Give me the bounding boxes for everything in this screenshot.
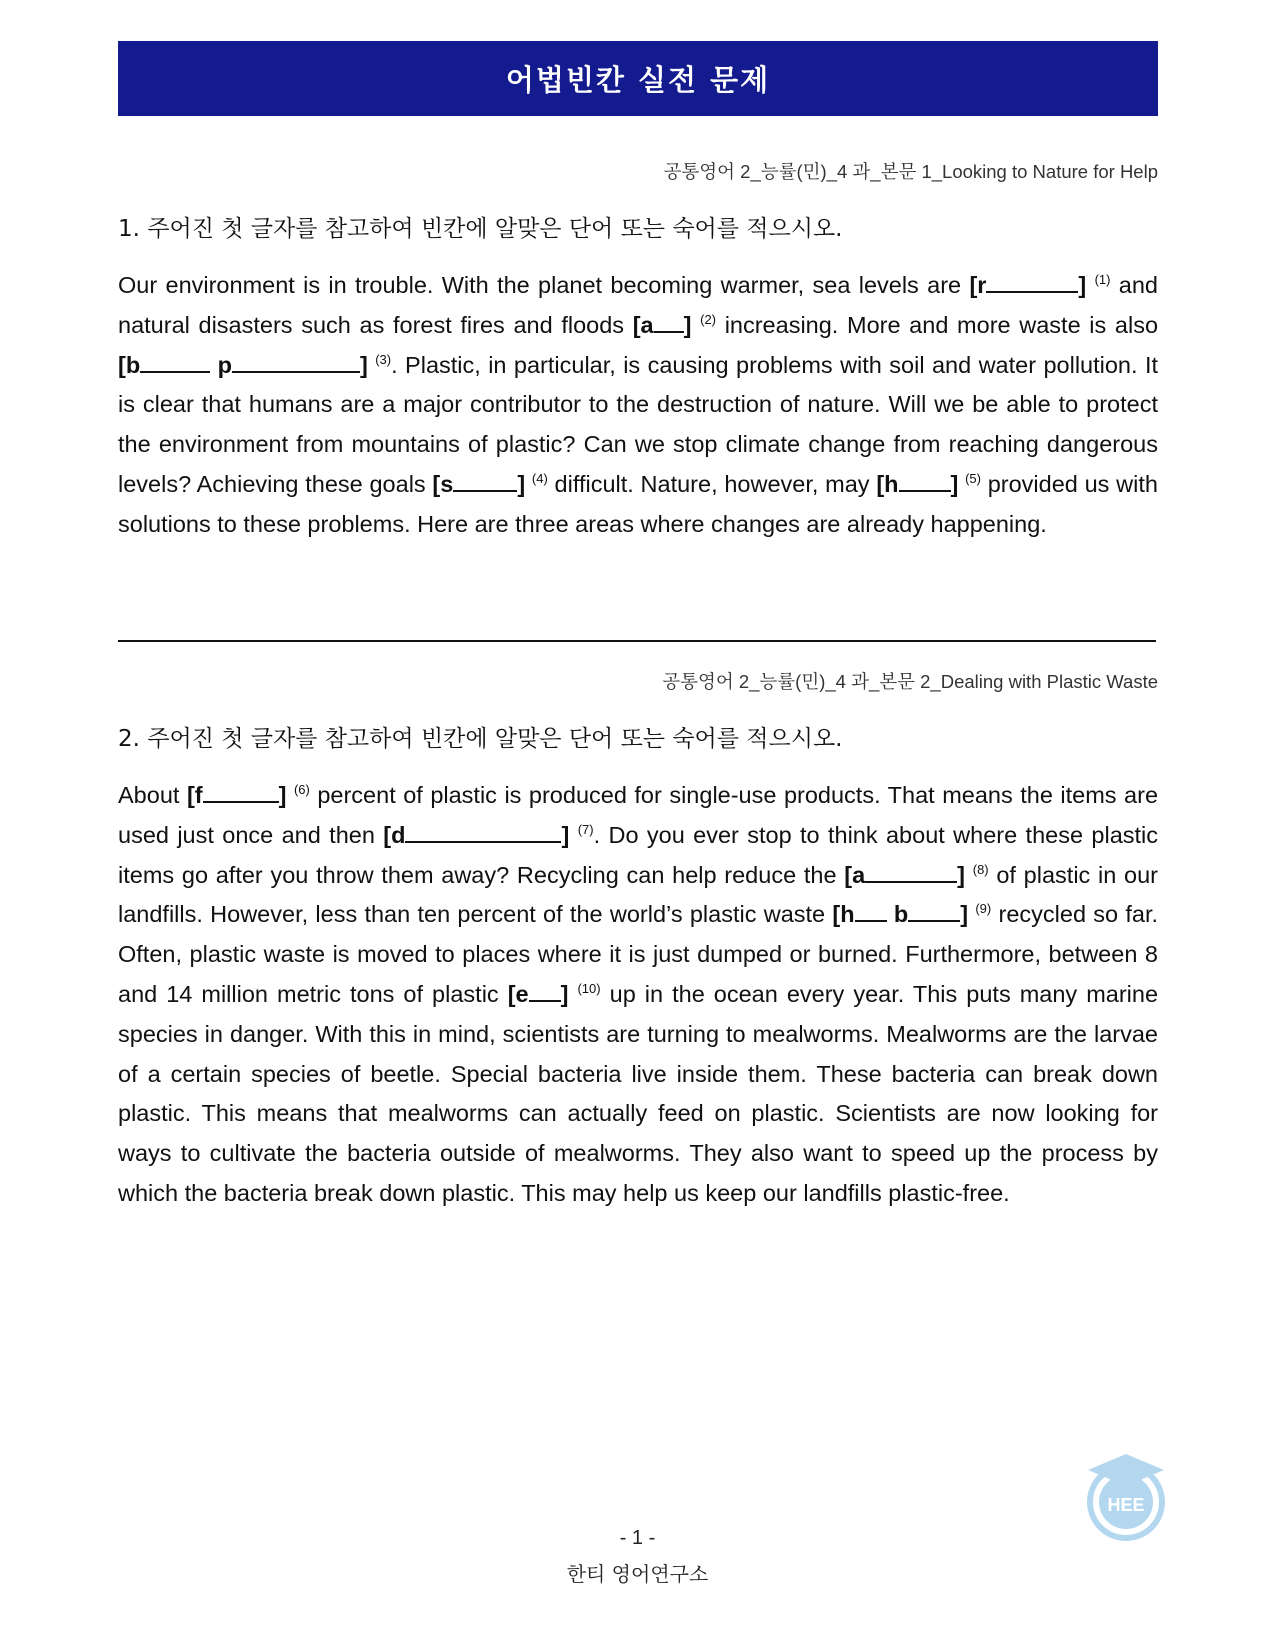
blank-9[interactable]: [h b ] xyxy=(832,901,969,928)
section1-passage xyxy=(118,266,1158,545)
section1-instruction: 1. 주어진 첫 글자를 참고하여 빈칸에 알맞은 단어 또는 숙어를 적으시오. xyxy=(118,216,843,242)
section1-source: 공통영어 2_능률(민)_4 과_본문 1_Looking to Nature for Help xyxy=(663,161,1158,182)
passage-text: Our environment is in trouble. With the planet becoming warmer, sea levels are xyxy=(118,272,962,298)
blank-6[interactable]: [f ] xyxy=(186,782,287,808)
blank-number: (2) xyxy=(700,311,717,327)
passage-text: recycled so far. Often, plastic waste is moved to places where it is just dumped or burned. Furthermore, between 8 and 14 million metric tons of plastic xyxy=(118,901,1159,1007)
section2-instruction: 2. 주어진 첫 글자를 참고하여 빈칸에 알맞은 단어 또는 숙어를 적으시오. xyxy=(118,726,843,752)
blank-5[interactable]: [h ] xyxy=(876,470,959,497)
organization-name: 한티 영어연구소 xyxy=(566,1562,709,1586)
blank-7[interactable]: [d ] xyxy=(383,821,570,848)
page-number: - 1 - xyxy=(619,1527,656,1549)
blank-4[interactable]: [s ] xyxy=(432,470,526,497)
blank-number: (8) xyxy=(972,861,989,877)
hee-logo-icon xyxy=(1080,1450,1172,1542)
passage-text: difficult. Nature, however, may xyxy=(554,470,870,497)
blank-number: (3) xyxy=(375,351,392,367)
passage-text: of plastic in our landfills. However, less than ten percent of the world’s plastic waste xyxy=(118,861,1159,928)
blank-8[interactable]: [a ] xyxy=(844,861,965,888)
passage-text: . Plastic, in particular, is causing problems with soil and water pollution. It is clear that humans are a major contributor to the destruction of nature. Will we be able to protect the environment from mountains of plastic? Can we stop climate change from reaching dangerous levels? Achieving these goals xyxy=(118,351,1158,497)
blank-number: (10) xyxy=(577,980,601,996)
blank-number: (4) xyxy=(531,470,548,486)
blank-2[interactable]: [a ] xyxy=(632,311,692,338)
passage-text: provided us with solutions to these problems. Here are three areas where changes are already happening. xyxy=(118,470,1158,537)
blank-3[interactable]: [b p ] xyxy=(118,351,368,378)
blank-number: (9) xyxy=(975,901,992,917)
blank-10[interactable]: [e ] xyxy=(507,980,569,1007)
blank-number: (6) xyxy=(293,782,310,797)
page-title: 어법빈칸 실전 문제 xyxy=(505,63,771,97)
section2-source: 공통영어 2_능률(민)_4 과_본문 2_Dealing with Plastic Waste xyxy=(662,671,1158,692)
blank-number: (1) xyxy=(1094,272,1111,287)
blank-number: (7) xyxy=(577,821,594,837)
section2-passage xyxy=(118,776,1158,1214)
passage-text: percent of plastic is produced for single-use products. That means the items are used just once and then xyxy=(118,782,1159,848)
passage-text: increasing. More and more waste is also xyxy=(724,311,1159,338)
passage-text: About xyxy=(118,782,180,808)
page-header xyxy=(118,41,1158,116)
passage-text: up in the ocean every year. This puts many marine species in danger. With this in mind, scientists are turning to mealworms. Mealworms are the larvae of a certain species of beetle. Special bacteria live inside them. These bacteria can break down plastic. This means that mealworms can actually feed on plastic. Scientists are now looking for ways to cultivate the bacteria outside of mealworms. They also want to speed up the process by which the bacteria break down plastic. This may help us keep our landfills plastic-free. xyxy=(118,980,1159,1206)
blank-number: (5) xyxy=(965,470,981,486)
passage-text: . Do you ever stop to think about where these plastic items go after you throw them away? Recycling can help reduce the xyxy=(118,821,1159,888)
section-divider xyxy=(118,640,1156,642)
logo-text: HEE xyxy=(1107,1495,1145,1515)
passage-text: and natural disasters such as forest fires and floods xyxy=(118,272,1159,338)
blank-1[interactable]: [r ] xyxy=(969,272,1087,298)
